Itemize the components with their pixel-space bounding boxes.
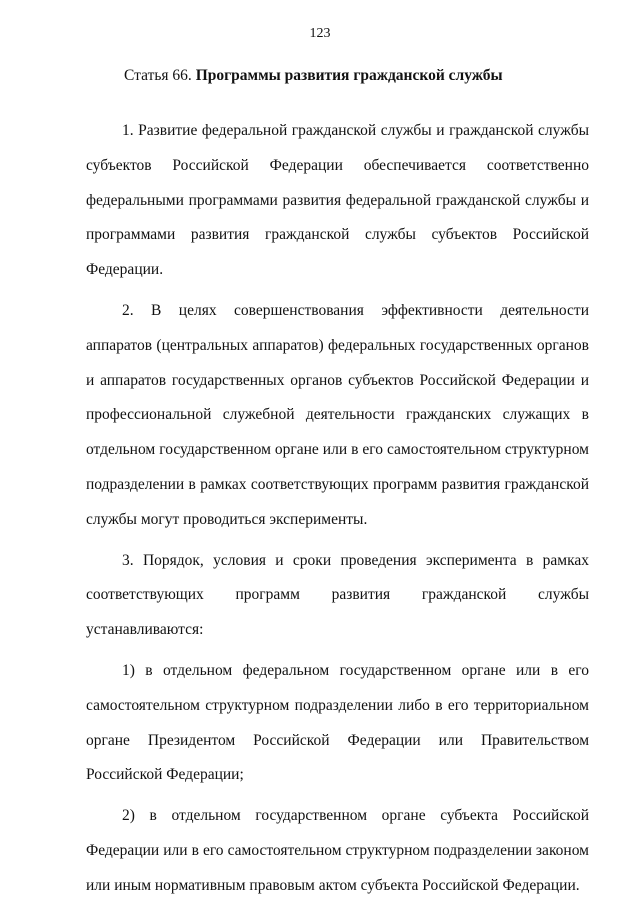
article-label: Статья 66. xyxy=(124,67,192,84)
article-heading xyxy=(124,67,503,85)
paragraph-2: 2. В целях совершенствования эффективности деятельности аппаратов (центральных аппаратов) федеральных государственных органов и аппаратов государственных органов субъектов Российской Федерации и профессиональной служебной деятельности гражданских служащих в отдельном государственном органе или в его самостоятельном структурном подразделении в рамках соответствующих программ развития гражданской службы могут проводиться эксперименты. xyxy=(86,301,589,528)
paragraph-1: 1. Развитие федеральной гражданской службы и гражданской службы субъектов Российской Федерации обеспечивается соответственно федеральными программами развития федеральной гражданской службы и программами развития гражданской службы субъектов Российской Федерации. xyxy=(86,122,589,279)
page-number: 123 xyxy=(309,26,331,41)
article-body xyxy=(86,114,589,904)
list-item-1: 1) в отдельном федеральном государственном органе или в его самостоятельном структурном подразделении либо в его территориальном органе Президентом Российской Федерации или Правительством Российской Федерации; xyxy=(86,661,589,784)
article-title: Программы развития гражданской службы xyxy=(195,67,503,84)
list-item-2: 2) в отдельном государственном органе субъекта Российской Федерации или в его самостоятельном структурном подразделении законом или иным нормативным правовым актом субъекта Российской Федерации. xyxy=(86,807,589,894)
paragraph-3: 3. Порядок, условия и сроки проведения эксперимента в рамках соответствующих программ развития гражданской службы устанавливаются: xyxy=(86,551,589,639)
